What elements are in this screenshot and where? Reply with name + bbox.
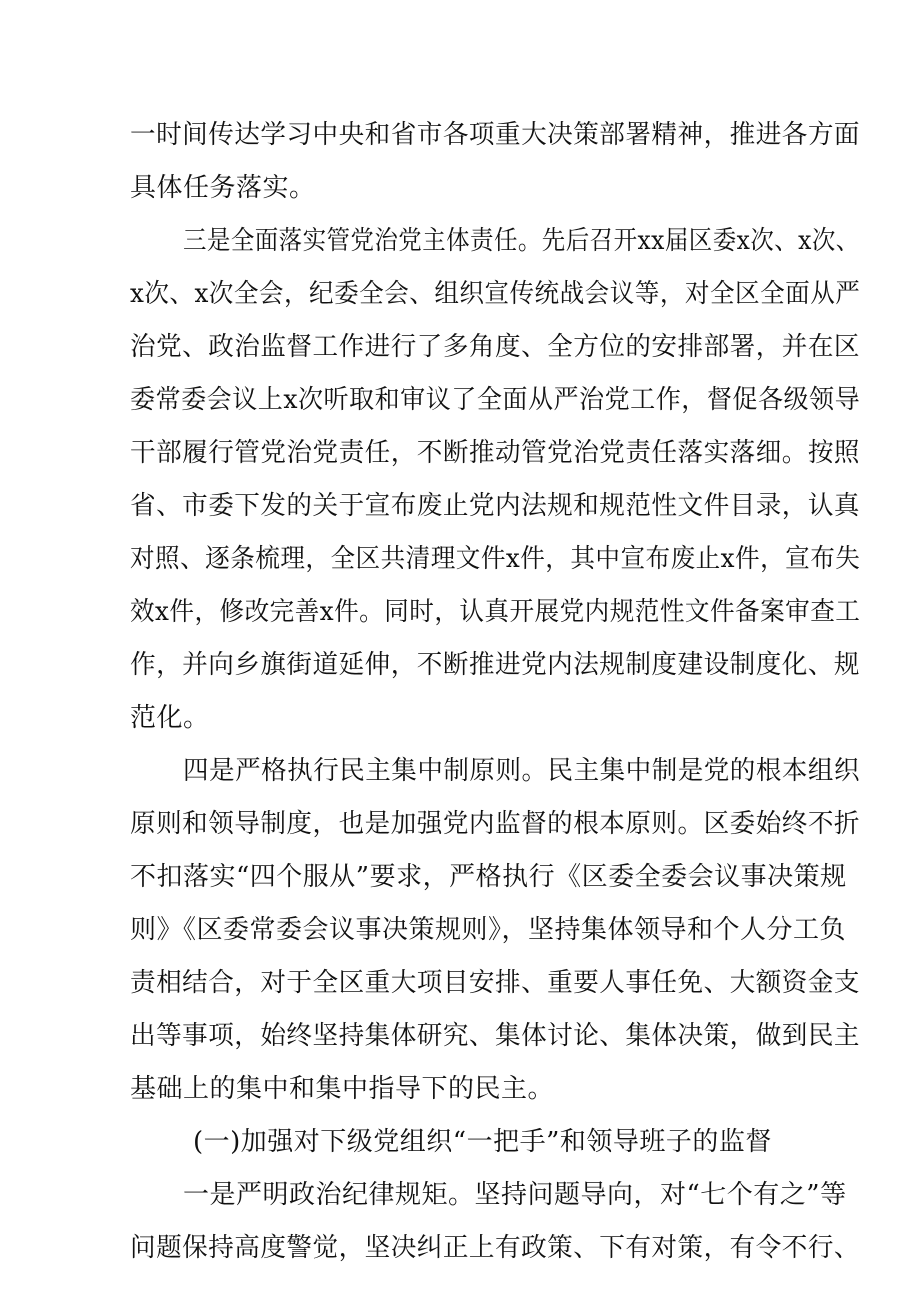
text-line: 作，并向乡旗街道延伸，不断推进党内法规制度建设制度化、规 [130,650,861,680]
text-line: 干部履行管党治党责任，不断推动管党治党责任落实落细。按照 [130,438,861,468]
text-line: 治党、政治监督工作进行了多角度、全方位的安排部署，并在区 [130,332,861,362]
text-line: 对照、逐条梳理，全区共清理文件x件，其中宣布废止x件，宣布失 [130,544,861,574]
text-line: 原则和领导制度，也是加强党内监督的根本原则。区委始终不折 [130,809,861,839]
text-line: 范化。 [130,703,210,733]
text-line: 四是严格执行民主集中制原则。民主集中制是党的根本组织 [183,756,861,786]
text-line: 具体任务落实。 [130,173,316,203]
text-line: 出等事项，始终坚持集体研究、集体讨论、集体决策，做到民主 [130,1021,861,1051]
text-line: 效x件，修改完善x件。同时，认真开展党内规范性文件备案审查工 [130,597,861,627]
text-line: x次、x次全会，纪委全会、组织宣传统战会议等，对全区全面从严 [130,279,861,309]
text-line: 则》《区委常委会议事决策规则》，坚持集体领导和个人分工负 [130,915,847,945]
text-line: 一时间传达学习中央和省市各项重大决策部署精神，推进各方面 [130,120,861,150]
text-line: 不扣落实“四个服从”要求，严格执行《区委全委会议事决策规 [130,862,847,892]
text-line: 问题保持高度警觉，坚决纠正上有政策、下有对策，有令不行、 [130,1233,861,1263]
text-line: 三是全面落实管党治党主体责任。先后召开xx届区委x次、x次、 [183,226,860,256]
text-line: 一是严明政治纪律规矩。坚持问题导向，对“七个有之”等 [183,1180,847,1210]
text-line: 省、市委下发的关于宣布废止党内法规和规范性文件目录，认真 [130,491,861,521]
text-line: 基础上的集中和集中指导下的民主。 [130,1074,555,1104]
text-line: 委常委会议上x次听取和审议了全面从严治党工作，督促各级领导 [130,385,861,415]
section-heading: (一)加强对下级党组织“一把手”和领导班子的监督 [193,1127,772,1157]
text-line: 责相结合，对于全区重大项目安排、重要人事任免、大额资金支 [130,968,861,998]
